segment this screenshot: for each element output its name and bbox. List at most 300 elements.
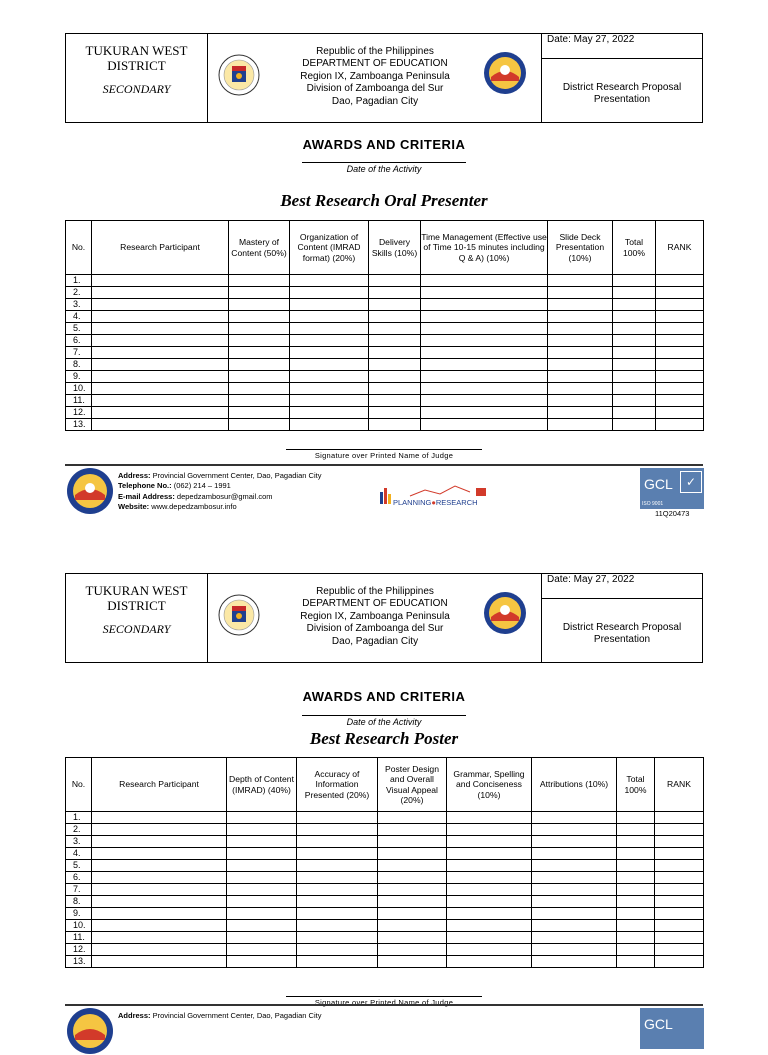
score-cell[interactable] [227,944,297,956]
score-cell[interactable] [227,860,297,872]
score-cell[interactable] [548,419,613,431]
score-cell[interactable] [532,920,617,932]
score-cell[interactable] [369,275,421,287]
agency-line: Republic of the Philippines [316,586,434,597]
score-cell[interactable] [532,872,617,884]
school-level: SECONDARY [102,82,171,96]
score-cell[interactable] [656,395,704,407]
score-cell[interactable] [369,407,421,419]
score-cell[interactable] [92,872,227,884]
score-cell[interactable] [656,407,704,419]
form-title: Best Research Poster [309,729,459,748]
score-cell[interactable] [613,371,656,383]
score-cell[interactable] [369,323,421,335]
score-cell[interactable] [92,896,227,908]
score-cell[interactable] [290,383,369,395]
row-number: 2. [66,287,92,299]
score-cell[interactable] [297,836,378,848]
score-cell[interactable] [290,371,369,383]
province-seal-icon [66,467,114,515]
row-number: 4. [66,311,92,323]
col-header: Grammar, Spelling and Conciseness (10%) [447,758,532,812]
score-cell[interactable] [369,311,421,323]
score-cell[interactable] [617,848,655,860]
score-cell[interactable] [369,395,421,407]
score-cell[interactable] [655,896,704,908]
score-cell[interactable] [421,323,548,335]
score-cell[interactable] [613,359,656,371]
row-number: 10. [66,920,92,932]
score-cell[interactable] [297,824,378,836]
score-cell[interactable] [378,932,447,944]
score-cell[interactable] [92,395,229,407]
score-cell[interactable] [92,812,227,824]
col-header: RANK [655,758,704,812]
cert-name: GCL [644,1016,673,1032]
score-cell[interactable] [378,836,447,848]
score-cell[interactable] [613,287,656,299]
col-header: Poster Design and Overall Visual Appeal (20%) [378,758,447,812]
score-cell[interactable] [369,335,421,347]
score-cell[interactable] [297,884,378,896]
score-cell[interactable] [92,956,227,968]
score-cell[interactable] [421,347,548,359]
score-cell[interactable] [92,347,229,359]
score-cell[interactable] [227,812,297,824]
score-cell[interactable] [92,932,227,944]
score-cell[interactable] [92,299,229,311]
score-cell[interactable] [92,287,229,299]
score-cell[interactable] [290,275,369,287]
score-cell[interactable] [532,908,617,920]
score-cell[interactable] [656,323,704,335]
score-cell[interactable] [655,932,704,944]
score-cell[interactable] [297,896,378,908]
score-cell[interactable] [229,323,290,335]
score-cell[interactable] [447,812,532,824]
score-cell[interactable] [617,860,655,872]
score-cell[interactable] [297,944,378,956]
score-cell[interactable] [421,395,548,407]
score-cell[interactable] [421,419,548,431]
score-cell[interactable] [447,932,532,944]
score-cell[interactable] [655,872,704,884]
score-cell[interactable] [548,371,613,383]
score-cell[interactable] [297,956,378,968]
score-cell[interactable] [369,371,421,383]
score-cell[interactable] [655,956,704,968]
score-cell[interactable] [532,860,617,872]
score-cell[interactable] [613,347,656,359]
agency-line: Dao, Pagadian City [331,95,419,107]
score-cell[interactable] [548,347,613,359]
score-cell[interactable] [421,299,548,311]
score-cell[interactable] [617,920,655,932]
score-cell[interactable] [548,359,613,371]
division-seal-icon [483,591,527,635]
score-cell[interactable] [655,944,704,956]
address-label: Address: [118,1011,151,1020]
score-cell[interactable] [229,275,290,287]
research-poster-table [65,757,704,968]
score-cell[interactable] [290,395,369,407]
score-cell[interactable] [290,311,369,323]
score-cell[interactable] [655,884,704,896]
score-cell[interactable] [447,824,532,836]
col-header: Total 100% [613,221,656,275]
meta-cell [542,574,702,662]
row-number: 11. [66,395,92,407]
score-cell[interactable] [656,419,704,431]
meta-cell [542,34,702,122]
score-cell[interactable] [227,836,297,848]
score-cell[interactable] [229,359,290,371]
row-number: 1. [66,812,92,824]
score-cell[interactable] [229,335,290,347]
form-title: Best Research Oral Presenter [280,191,488,210]
score-cell[interactable] [532,884,617,896]
score-cell[interactable] [656,359,704,371]
score-cell[interactable] [532,812,617,824]
score-cell[interactable] [227,932,297,944]
email-value: depedzambosur@gmail.com [176,491,273,501]
cert-name: GCL [644,476,673,492]
table-row [66,407,704,419]
score-cell[interactable] [369,359,421,371]
score-cell[interactable] [532,956,617,968]
footer-contacts [118,1011,321,1021]
table-row [66,896,704,908]
score-cell[interactable] [617,944,655,956]
letterhead-1 [65,33,703,123]
score-cell[interactable] [290,335,369,347]
score-cell[interactable] [421,383,548,395]
event-date: Date: May 27, 2022 [542,574,702,599]
score-cell[interactable] [655,848,704,860]
school-level: SECONDARY [102,622,171,636]
score-cell[interactable] [548,287,613,299]
score-cell[interactable] [613,383,656,395]
score-cell[interactable] [369,287,421,299]
score-cell[interactable] [92,884,227,896]
score-cell[interactable] [369,347,421,359]
score-cell[interactable] [617,872,655,884]
score-cell[interactable] [229,287,290,299]
score-cell[interactable] [378,812,447,824]
score-cell[interactable] [656,287,704,299]
agency-line: Region IX, Zamboanga Peninsula [300,70,450,82]
district-cell [66,574,208,662]
score-cell[interactable] [297,908,378,920]
score-cell[interactable] [229,383,290,395]
score-cell[interactable] [447,908,532,920]
score-cell[interactable] [290,407,369,419]
score-cell[interactable] [92,359,229,371]
score-cell[interactable] [421,407,548,419]
score-cell[interactable] [656,383,704,395]
score-cell[interactable] [297,932,378,944]
email-label: E-mail Address: [118,491,175,501]
score-cell[interactable] [656,335,704,347]
score-cell[interactable] [532,932,617,944]
score-cell[interactable] [378,920,447,932]
score-cell[interactable] [227,896,297,908]
score-cell[interactable] [532,824,617,836]
score-cell[interactable] [92,920,227,932]
section-title: AWARDS AND CRITERIA [302,689,466,704]
row-number: 5. [66,860,92,872]
table-row [66,908,704,920]
agency-cell [208,34,542,122]
cert-id: 11Q20473 [655,509,690,518]
score-cell[interactable] [227,884,297,896]
score-cell[interactable] [548,311,613,323]
score-cell[interactable] [532,836,617,848]
score-cell[interactable] [447,884,532,896]
cert-standard: ISO 9001 [642,501,664,507]
footer-rule [65,464,703,466]
footer-contacts [118,471,321,512]
score-cell[interactable] [297,920,378,932]
score-cell[interactable] [656,299,704,311]
address-label: Address: [118,471,151,480]
table-row [66,419,704,431]
score-cell[interactable] [229,395,290,407]
score-cell[interactable] [378,896,447,908]
score-cell[interactable] [229,299,290,311]
score-cell[interactable] [655,920,704,932]
score-cell[interactable] [613,395,656,407]
score-cell[interactable] [297,860,378,872]
score-cell[interactable] [447,860,532,872]
score-cell[interactable] [532,896,617,908]
score-cell[interactable] [297,872,378,884]
score-cell[interactable] [548,299,613,311]
score-cell[interactable] [229,407,290,419]
gcl-cert-badge [640,468,704,509]
score-cell[interactable] [421,335,548,347]
table-row [66,311,704,323]
score-cell[interactable] [92,419,229,431]
table-row [66,848,704,860]
row-number: 11. [66,932,92,944]
score-cell[interactable] [378,872,447,884]
col-header: Organization of Content (IMRAD format) (20%) [290,221,369,275]
score-cell[interactable] [421,371,548,383]
letterhead-2 [65,573,703,663]
score-cell[interactable] [447,848,532,860]
section-title: AWARDS AND CRITERIA [302,137,466,152]
score-cell[interactable] [656,347,704,359]
score-cell[interactable] [290,287,369,299]
agency-lines [288,586,462,648]
score-cell[interactable] [378,848,447,860]
score-cell[interactable] [548,335,613,347]
score-cell[interactable] [378,908,447,920]
row-number: 13. [66,956,92,968]
score-cell[interactable] [447,920,532,932]
score-cell[interactable] [548,383,613,395]
score-cell[interactable] [92,836,227,848]
score-cell[interactable] [447,896,532,908]
score-cell[interactable] [92,371,229,383]
col-header: Research Participant [92,221,229,275]
col-header: No. [66,221,92,275]
row-number: 6. [66,872,92,884]
row-number: 4. [66,848,92,860]
address-line [118,471,321,481]
table-header-row [66,758,704,812]
score-cell[interactable] [297,812,378,824]
telephone-line [118,481,321,491]
table-row [66,812,704,824]
score-cell[interactable] [617,956,655,968]
score-cell[interactable] [92,407,229,419]
date-caption: Date of the Activity [302,715,466,727]
row-number: 9. [66,908,92,920]
score-cell[interactable] [92,908,227,920]
telephone-label: Telephone No.: [118,481,172,491]
score-cell[interactable] [447,836,532,848]
score-cell[interactable] [655,812,704,824]
score-cell[interactable] [227,824,297,836]
score-cell[interactable] [613,335,656,347]
score-cell[interactable] [617,932,655,944]
score-cell[interactable] [378,824,447,836]
table-header-row [66,221,704,275]
score-cell[interactable] [548,407,613,419]
table-row [66,824,704,836]
score-cell[interactable] [92,323,229,335]
score-cell[interactable] [92,383,229,395]
col-header: No. [66,758,92,812]
agency-line: Region IX, Zamboanga Peninsula [300,610,450,622]
score-cell[interactable] [613,323,656,335]
score-cell[interactable] [92,335,229,347]
score-cell[interactable] [447,956,532,968]
score-cell[interactable] [447,944,532,956]
score-cell[interactable] [92,311,229,323]
score-cell[interactable] [421,275,548,287]
score-cell[interactable] [229,419,290,431]
district-cell [66,34,208,122]
score-cell[interactable] [92,824,227,836]
score-cell[interactable] [532,944,617,956]
row-number: 5. [66,323,92,335]
score-cell[interactable] [613,275,656,287]
table-row [66,299,704,311]
score-cell[interactable] [229,311,290,323]
score-cell[interactable] [532,848,617,860]
score-cell[interactable] [369,383,421,395]
col-header: Mastery of Content (50%) [229,221,290,275]
score-cell[interactable] [655,824,704,836]
score-cell[interactable] [92,860,227,872]
score-cell[interactable] [290,299,369,311]
score-cell[interactable] [613,299,656,311]
score-cell[interactable] [617,812,655,824]
score-cell[interactable] [378,884,447,896]
score-cell[interactable] [378,944,447,956]
score-cell[interactable] [421,311,548,323]
score-cell[interactable] [656,371,704,383]
table-row [66,956,704,968]
score-cell[interactable] [655,836,704,848]
website-label: Website: [118,501,150,511]
score-cell[interactable] [290,347,369,359]
score-cell[interactable] [378,956,447,968]
oral-presenter-table [65,220,704,431]
score-cell[interactable] [227,908,297,920]
agency-line: Division of Zamboanga del Sur [306,623,444,635]
row-number: 9. [66,371,92,383]
score-cell[interactable] [92,944,227,956]
row-number: 10. [66,383,92,395]
col-header: Time Management (Effective use of Time 10-15 minutes including Q & A) (10%) [421,221,548,275]
table-row [66,287,704,299]
score-cell[interactable] [92,848,227,860]
score-cell[interactable] [655,908,704,920]
score-cell[interactable] [227,956,297,968]
website-value: www.depedzambosur.info [151,501,237,511]
score-cell[interactable] [613,407,656,419]
score-cell[interactable] [227,872,297,884]
score-cell[interactable] [617,884,655,896]
score-cell[interactable] [369,299,421,311]
score-cell[interactable] [369,419,421,431]
score-cell[interactable] [447,872,532,884]
score-cell[interactable] [229,371,290,383]
score-cell[interactable] [617,836,655,848]
row-number: 12. [66,944,92,956]
score-cell[interactable] [421,359,548,371]
score-cell[interactable] [617,896,655,908]
table-row [66,323,704,335]
event-title: District Research Proposal Presentation [562,622,682,645]
score-cell[interactable] [227,848,297,860]
score-cell[interactable] [548,323,613,335]
score-cell[interactable] [378,860,447,872]
agency-line: Dao, Pagadian City [331,635,419,647]
score-cell[interactable] [613,419,656,431]
table-row [66,383,704,395]
score-cell[interactable] [617,824,655,836]
check-icon: ✓ [680,471,702,493]
score-cell[interactable] [229,347,290,359]
score-cell[interactable] [656,275,704,287]
score-cell[interactable] [548,395,613,407]
table-row [66,884,704,896]
score-cell[interactable] [617,908,655,920]
col-header: Research Participant [92,758,227,812]
score-cell[interactable] [613,311,656,323]
score-cell[interactable] [92,275,229,287]
score-cell[interactable] [656,311,704,323]
table-row [66,932,704,944]
score-cell[interactable] [297,848,378,860]
score-cell[interactable] [290,323,369,335]
telephone-value: (062) 214 – 1991 [173,481,231,491]
row-number: 8. [66,896,92,908]
score-cell[interactable] [227,920,297,932]
score-cell[interactable] [290,419,369,431]
table-row [66,359,704,371]
score-cell[interactable] [655,860,704,872]
score-cell[interactable] [548,275,613,287]
row-number: 6. [66,335,92,347]
score-cell[interactable] [421,287,548,299]
score-cell[interactable] [290,359,369,371]
